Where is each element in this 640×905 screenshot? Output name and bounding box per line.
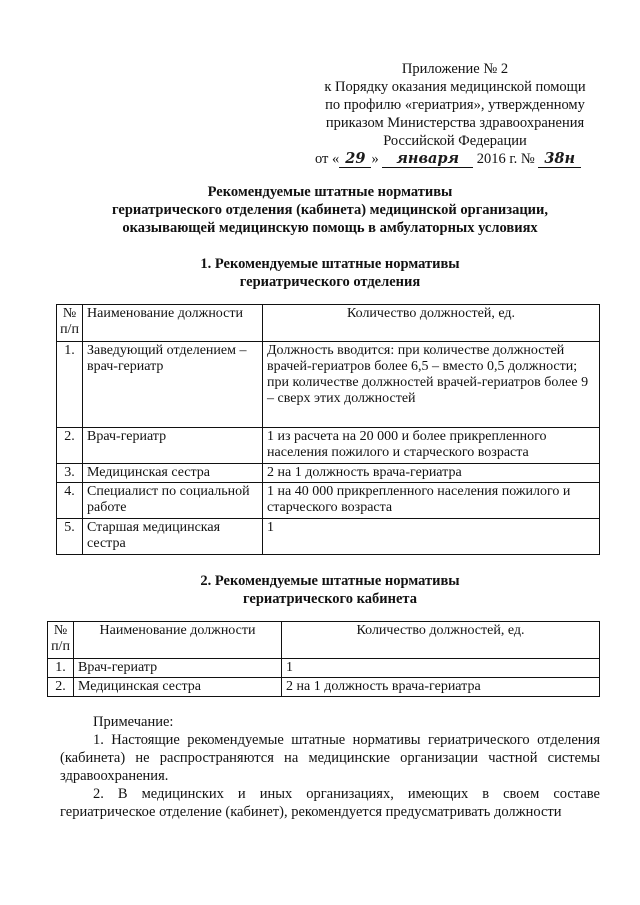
row-num: 4.	[57, 483, 83, 519]
row-qty: Должность вводится: при количестве должностей врачей-гериатров более 6,5 – вместо 0,5 должности; при количестве должностей врачей-гериатров более 9 – сверх этих должностей	[263, 342, 600, 428]
row-qty: 1 из расчета на 20 000 и более прикрепленного населения пожилого и старческого возраста	[263, 428, 600, 464]
table-row	[57, 519, 600, 555]
row-num: 1.	[57, 342, 83, 428]
header-name: Наименование должности	[83, 305, 263, 342]
appendix-line: Российской Федерации	[383, 133, 527, 149]
order-mid: »	[371, 151, 379, 167]
table-header-row	[57, 305, 600, 342]
title-line: Рекомендуемые штатные нормативы	[207, 184, 453, 200]
table-row	[48, 659, 600, 678]
order-date-line	[305, 150, 605, 168]
row-num: 2.	[48, 678, 74, 697]
appendix-header	[305, 60, 605, 168]
notes-heading: Примечание:	[93, 714, 174, 730]
row-qty: 2 на 1 должность врача-гериатра	[282, 678, 600, 697]
row-name: Специалист по социальной работе	[83, 483, 263, 519]
appendix-line: по профилю «гериатрия», утвержденному	[325, 97, 585, 113]
table-row	[57, 428, 600, 464]
row-name: Врач-гериатр	[74, 659, 282, 678]
header-qty: Количество должностей, ед.	[263, 305, 600, 342]
header-name: Наименование должности	[74, 622, 282, 659]
row-qty: 2 на 1 должность врача-гериатра	[263, 464, 600, 483]
department-staff-table	[56, 304, 600, 555]
section-title-line: гериатрического кабинета	[243, 591, 417, 607]
section-title-line: 2. Рекомендуемые штатные нормативы	[200, 573, 460, 589]
table-row	[57, 483, 600, 519]
header-num: № п/п	[48, 622, 74, 659]
title-line: гериатрического отделения (кабинета) медицинской организации,	[111, 202, 549, 218]
row-name: Заведующий отделением – врач-гериатр	[83, 342, 263, 428]
document-title	[60, 183, 600, 237]
table-header-row	[48, 622, 600, 659]
table-row	[48, 678, 600, 697]
row-num: 5.	[57, 519, 83, 555]
row-name: Старшая медицинская сестра	[83, 519, 263, 555]
section-title-line: гериатрического отделения	[239, 274, 421, 290]
row-num: 1.	[48, 659, 74, 678]
order-day-handwritten: 29	[339, 151, 371, 168]
section1-title	[60, 255, 600, 291]
table-row	[57, 464, 600, 483]
row-name: Врач-гериатр	[83, 428, 263, 464]
note-paragraph: 2. В медицинских и иных организациях, имеющих в своем составе гериатрическое отделение (кабинет), рекомендуется предусматривать должности	[60, 786, 600, 820]
row-qty: 1 на 40 000 прикрепленного населения пожилого и старческого возраста	[263, 483, 600, 519]
appendix-line: к Порядку оказания медицинской помощи	[324, 79, 586, 95]
row-num: 2.	[57, 428, 83, 464]
section2-title	[60, 572, 600, 608]
order-prefix: от «	[315, 151, 340, 167]
order-month-handwritten: января	[382, 151, 473, 168]
cabinet-staff-table	[47, 621, 600, 697]
appendix-line: Приложение № 2	[401, 61, 509, 77]
row-num: 3.	[57, 464, 83, 483]
table-row	[57, 342, 600, 428]
order-number-handwritten: 38н	[538, 151, 581, 168]
row-name: Медицинская сестра	[74, 678, 282, 697]
row-qty: 1	[282, 659, 600, 678]
note-paragraph: 1. Настоящие рекомендуемые штатные нормативы гериатрического отделения (кабинета) не распространяются на медицинские организации частной системы здравоохранения.	[60, 732, 600, 784]
header-num: № п/п	[57, 305, 83, 342]
notes-section	[60, 713, 600, 821]
title-line: оказывающей медицинскую помощь в амбулаторных условиях	[122, 220, 538, 236]
order-year: 2016 г. №	[476, 151, 535, 167]
header-qty: Количество должностей, ед.	[282, 622, 600, 659]
row-qty: 1	[263, 519, 600, 555]
section-title-line: 1. Рекомендуемые штатные нормативы	[200, 256, 460, 272]
row-name: Медицинская сестра	[83, 464, 263, 483]
appendix-line: приказом Министерства здравоохранения	[325, 115, 585, 131]
